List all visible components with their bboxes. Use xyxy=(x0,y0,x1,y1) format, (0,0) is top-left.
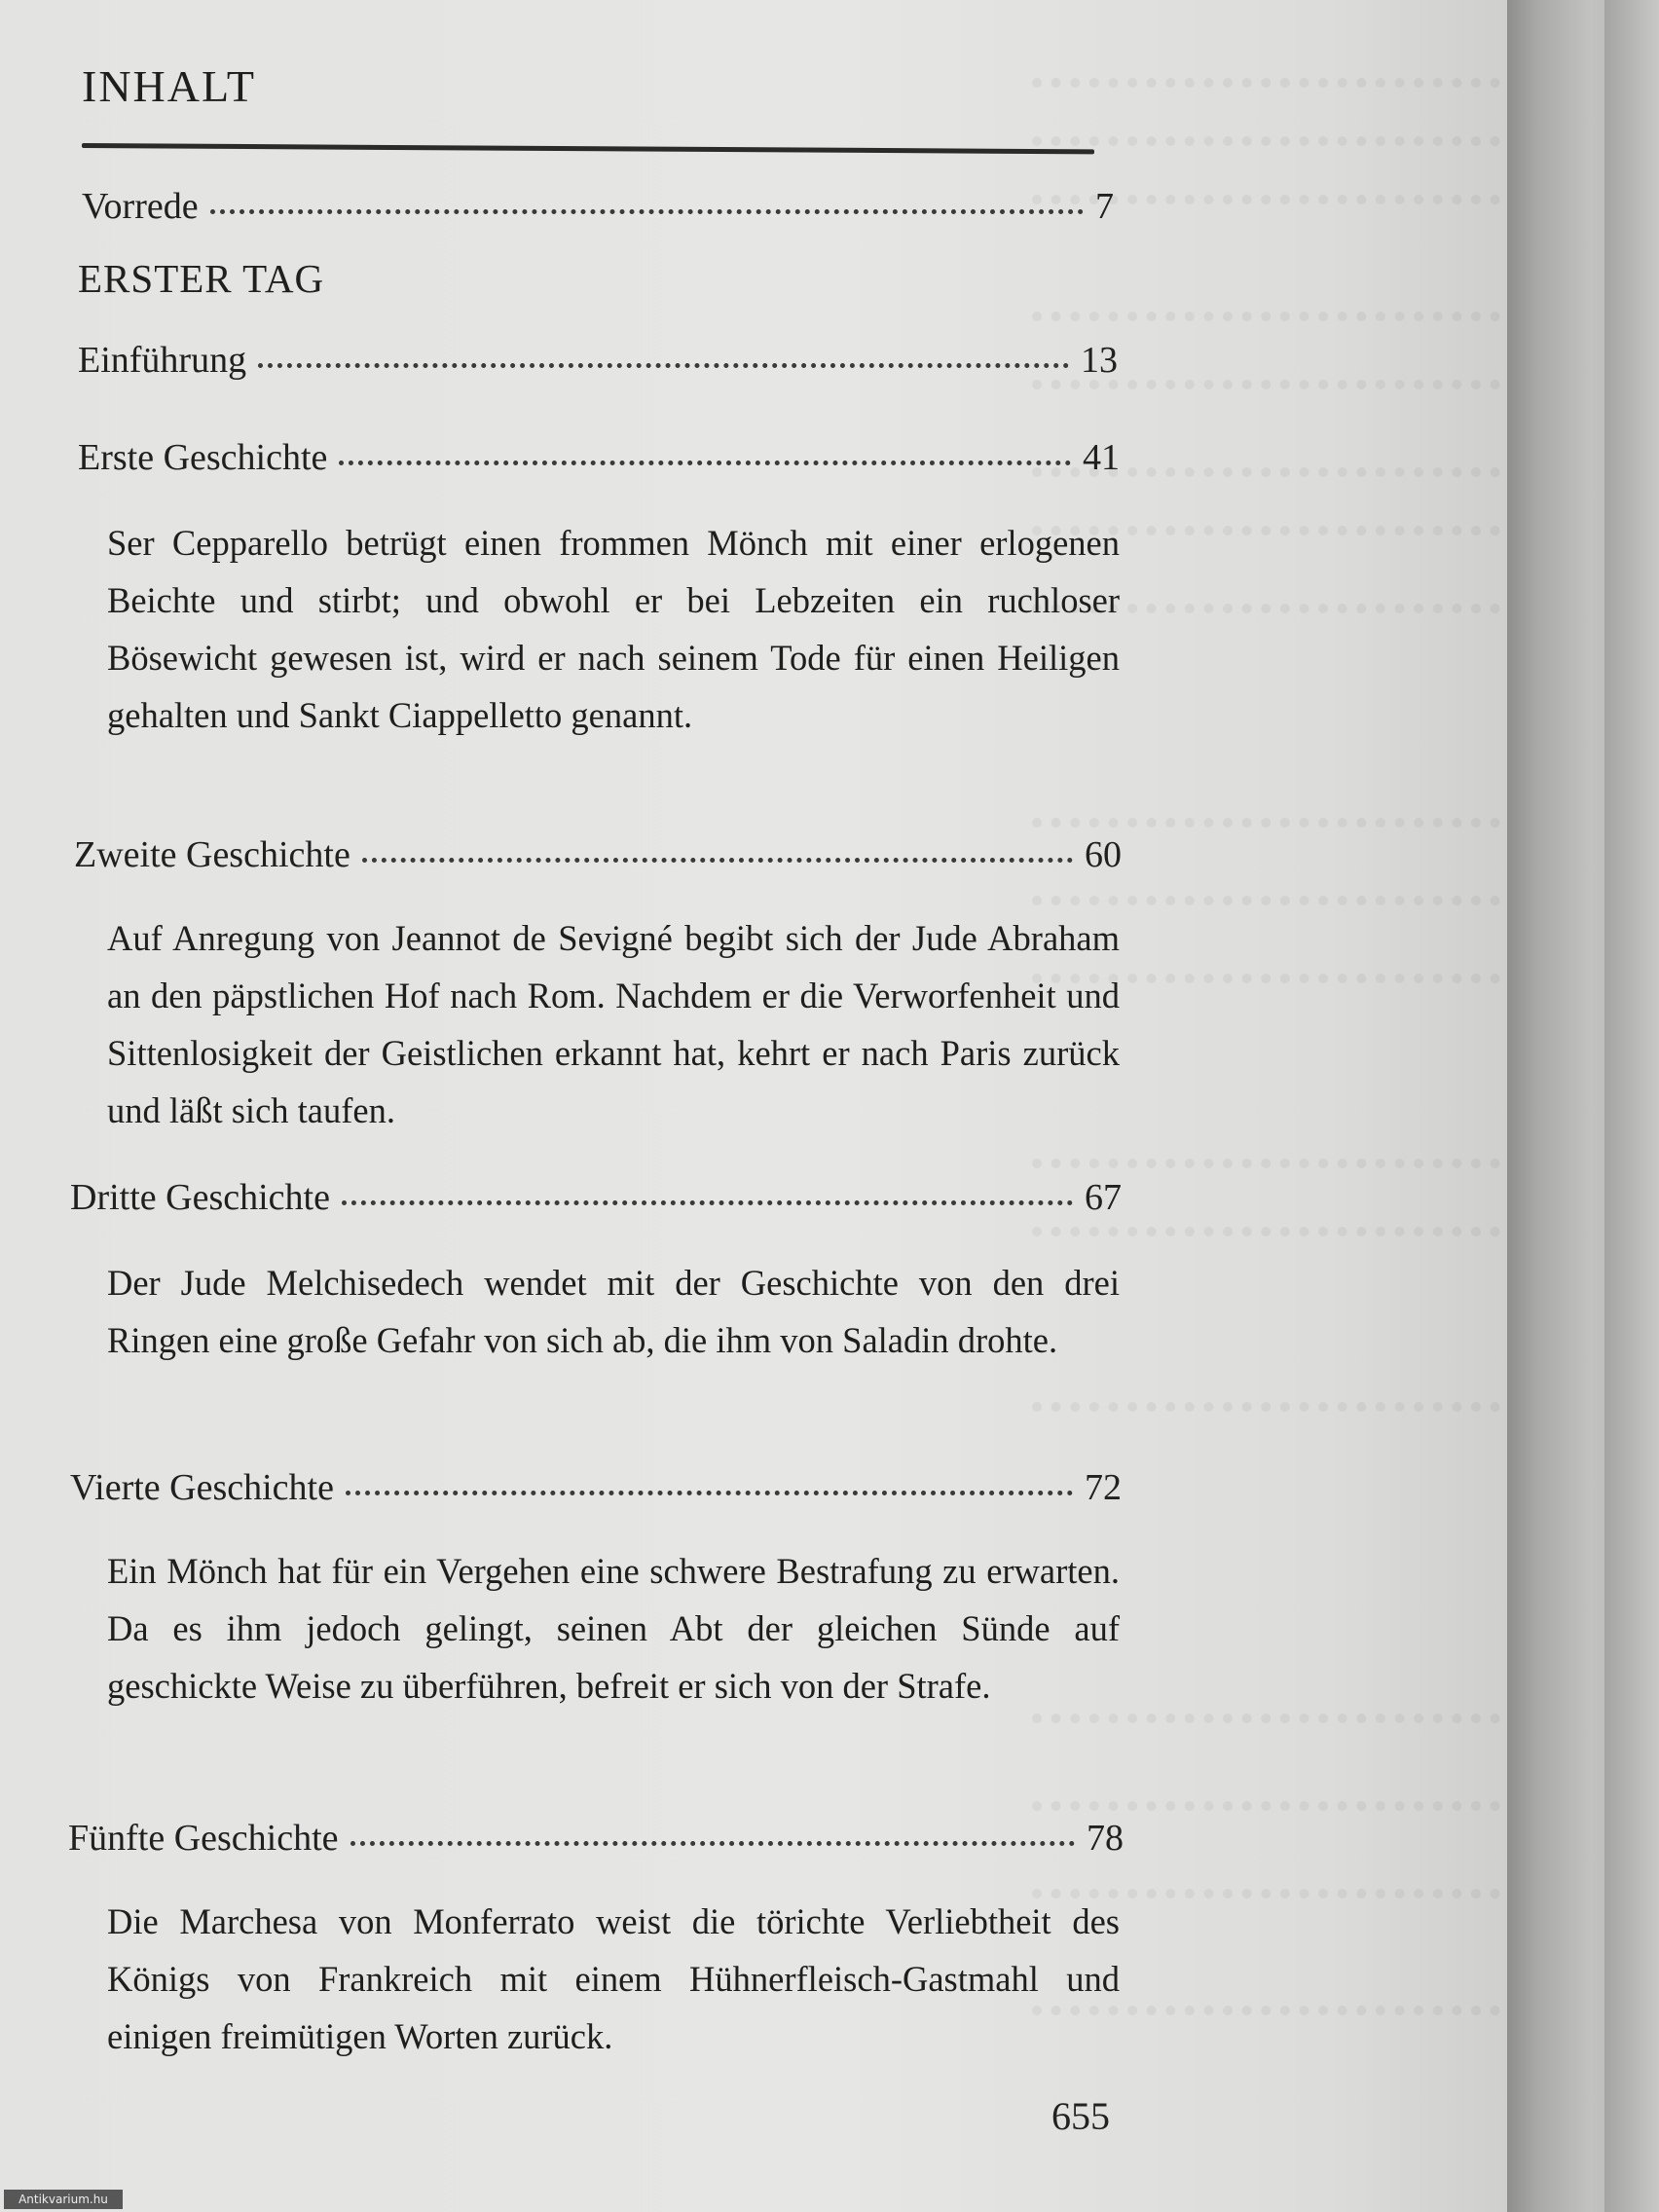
toc-entry-story-1 xyxy=(78,436,1120,479)
story-summary: Auf Anregung von Jeannot de Sevigné begibt sich der Jude Abraham an den päpstlichen Hof nach Rom. Nachdem er die Verworfenheit und Sittenlosigkeit der Geistlichen erkannt hat, kehrt er nach Paris zurück und läßt sich taufen. xyxy=(107,918,1120,1130)
toc-entry-title: Zweite Geschichte xyxy=(74,834,350,875)
section-heading: ERSTER TAG xyxy=(78,256,325,301)
toc-page-number: 67 xyxy=(1085,1177,1122,1218)
dot-leader xyxy=(342,1191,1073,1205)
page-number: 655 xyxy=(1051,2094,1110,2138)
toc-entry-story-2 xyxy=(74,833,1122,876)
dot-leader xyxy=(258,353,1069,368)
toc-entry-title: Vierte Geschichte xyxy=(70,1467,334,1508)
toc-entry-title: Vorrede xyxy=(82,186,199,227)
toc-page-number: 60 xyxy=(1085,834,1122,875)
toc-entry-title: Erste Geschichte xyxy=(78,437,328,478)
dot-leader xyxy=(210,200,1084,214)
toc-page-number: 13 xyxy=(1081,340,1118,381)
toc-entry-title: Fünfte Geschichte xyxy=(68,1818,339,1859)
heading-rule xyxy=(82,143,1094,154)
toc-page-number: 41 xyxy=(1083,437,1120,478)
toc-entry-story-5 xyxy=(68,1817,1124,1860)
toc-page-number: 72 xyxy=(1085,1467,1122,1508)
toc-page-number: 7 xyxy=(1095,186,1114,227)
story-summary: Der Jude Melchisedech wendet mit der Geschichte von den drei Ringen eine große Gefahr von sich ab, die ihm von Saladin drohte. xyxy=(107,1263,1120,1360)
dot-leader xyxy=(350,1831,1075,1846)
story-summary: Die Marchesa von Monferrato weist die törichte Verliebtheit des Königs von Frankreich mit einem Hühnerfleisch-Gastmahl und einigen freimütigen Worten zurück. xyxy=(107,1901,1120,2056)
watermark: Antikvarium.hu xyxy=(4,2190,123,2209)
story-summary: Ein Mönch hat für ein Vergehen eine schwere Bestrafung zu erwarten. Da es ihm jedoch gelingt, seinen Abt der gleichen Sünde auf geschickte Weise zu überführen, befreit er sich von der Strafe. xyxy=(107,1551,1120,1706)
dot-leader xyxy=(346,1481,1073,1495)
toc-entry-story-4 xyxy=(70,1466,1122,1509)
toc-entry-title: Einführung xyxy=(78,340,247,381)
toc-entry-story-3 xyxy=(70,1176,1122,1219)
dot-leader xyxy=(339,451,1071,465)
toc-page-number: 78 xyxy=(1087,1818,1124,1859)
toc-entry-title: Dritte Geschichte xyxy=(70,1177,330,1218)
dot-leader xyxy=(362,848,1073,863)
book-edge xyxy=(1604,0,1659,2212)
toc-entry-preface xyxy=(82,185,1114,228)
toc-entry-intro xyxy=(78,339,1118,382)
page-title: INHALT xyxy=(82,61,256,111)
story-summary: Ser Cepparello betrügt einen frommen Mönch mit einer erlogenen Beichte und stirbt; und obwohl er bei Lebzeiten ein ruchloser Bösewicht gewesen ist, wird er nach seinem Tode für einen Heiligen gehalten und Sankt Ciappelletto genannt. xyxy=(107,523,1120,735)
